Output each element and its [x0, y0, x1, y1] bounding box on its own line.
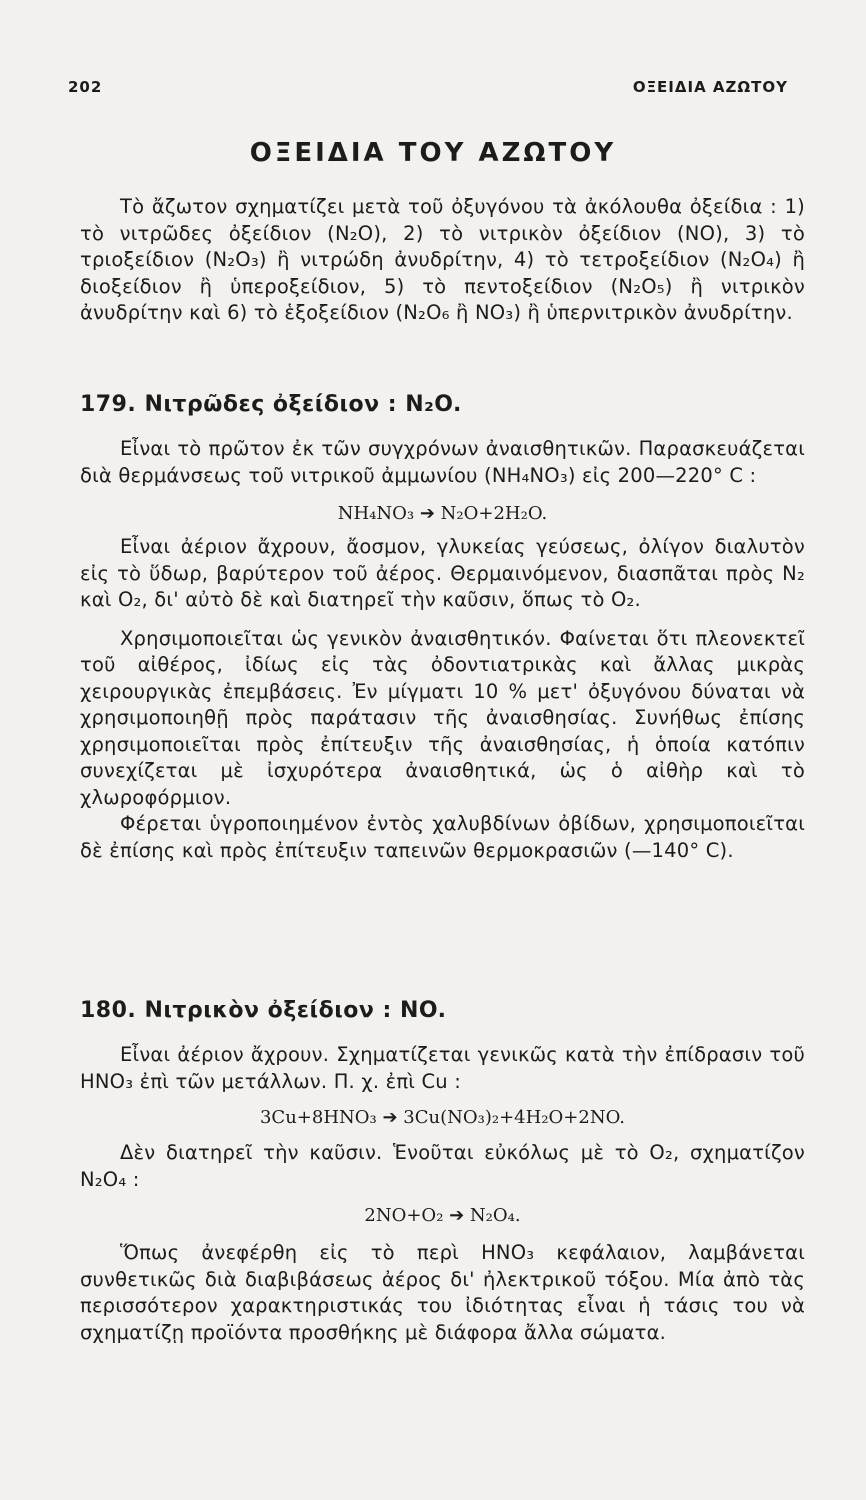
- section-179-paragraph-4: Φέρεται ὑγροποιημένον ἐντὸς χαλυβδίνων ὀβίδων, χρησιμοποιεῖται δὲ ἐπίσης καὶ πρὸς ἐπίτευξιν ταπεινῶν θερμοκρασιῶν (—140° C).: [80, 812, 805, 862]
- section-179-body: [80, 436, 805, 864]
- section-180-body: [80, 1042, 805, 1346]
- section-180-paragraph-1: Εἶναι ἀέριον ἄχρουν. Σχηματίζεται γενικῶς κατὰ τὴν ἐπίδρασιν τοῦ HNO₃ ἐπὶ τῶν μετάλλων. Π. χ. ἐπὶ Cu :: [80, 1043, 805, 1093]
- intro-block: [80, 194, 805, 327]
- section-179-paragraph-3: Χρησιμοποιεῖται ὡς γενικὸν ἀναισθητικόν. Φαίνεται ὅτι πλεονεκτεῖ τοῦ αἰθέρος, ἰδίως εἰς τὰς ὀδοντιατρικὰς καὶ ἄλλας μικρὰς χειρουργικὰς ἐπεμβάσεις. Ἐν μίγματι 10 % μετ' ὀξυγόνου δύναται νὰ χρησιμοποιηθῇ πρὸς παράτασιν τῆς ἀναισθησίας. Συνήθως ἐπίσης χρησιμοποιεῖται πρὸς ἐπίτευξιν τῆς ἀναισθησίας, ἡ ὁποία κατόπιν συνεχίζεται μὲ ἰσχυρότερα ἀναισθητικά, ὡς ὁ αἰθὴρ καὶ τὸ χλωροφόρμιον.: [80, 626, 805, 809]
- running-title: ΟΞΕΙΔΙΑ ΑΖΩΤΟΥ: [632, 78, 788, 96]
- chapter-title: ΟΞΕΙΔΙΑ ΤΟΥ ΑΖΩΤΟΥ: [249, 138, 617, 168]
- section-179-heading: 179. Νιτρῶδες ὀξείδιον : N₂O.: [80, 392, 462, 417]
- intro-paragraph: Τὸ ἄζωτον σχηματίζει μετὰ τοῦ ὀξυγόνου τὰ ἀκόλουθα ὀξείδια : 1) τὸ νιτρῶδες ὀξείδιον (N₂O), 2) τὸ νιτρικὸν ὀξείδιον (NO), 3) τὸ τριοξείδιον (N₂O₃) ἢ νιτρώδη ἀνυδρίτην, 4) τὸ τετροξείδιον (N₂O₄) ἢ διοξείδιον ἢ ὑπεροξείδιον, 5) τὸ πεντοξείδιον (N₂O₅) ἢ νιτρικὸν ἀνυδρίτην καὶ 6) τὸ ἑξοξείδιον (N₂O₆ ἢ NO₃) ἢ ὑπερνιτρικὸν ἀνυδρίτην.: [80, 195, 805, 324]
- section-180: [80, 998, 805, 1023]
- running-header: [68, 78, 788, 96]
- section-180-formula-2: 2NO+O₂ ➔ N₂O₄.: [364, 1205, 521, 1226]
- section-179-paragraph-2: Εἶναι ἀέριον ἄχρουν, ἄοσμον, γλυκείας γεύσεως, ὀλίγον διαλυτὸν εἰς τὸ ὕδωρ, βαρύτερον τοῦ ἀέρος. Θερμαινόμενον, διασπᾶται πρὸς N₂ καὶ O₂, δι' αὐτὸ δὲ καὶ διατηρεῖ τὴν καῦσιν, ὅπως τὸ O₂.: [80, 535, 805, 611]
- section-180-paragraph-2: Δὲν διατηρεῖ τὴν καῦσιν. Ἑνοῦται εὐκόλως μὲ τὸ O₂, σχηματίζον N₂O₄ :: [80, 1141, 805, 1191]
- section-179: [80, 392, 805, 417]
- section-179-paragraph-1: Εἶναι τὸ πρῶτον ἐκ τῶν συγχρόνων ἀναισθητικῶν. Παρασκευάζεται διὰ θερμάνσεως τοῦ νιτρικοῦ ἀμμωνίου (NH₄NO₃) εἰς 200—220° C :: [80, 437, 805, 487]
- section-180-heading: 180. Νιτρικὸν ὀξείδιον : NO.: [80, 998, 447, 1023]
- page-number: 202: [68, 78, 103, 96]
- section-179-formula: NH₄NO₃ ➔ N₂O+2H₂O.: [337, 503, 548, 524]
- section-180-paragraph-3: Ὅπως ἀνεφέρθη εἰς τὸ περὶ HNO₃ κεφάλαιον, λαμβάνεται συνθετικῶς διὰ διαβιβάσεως ἀέρος δι' ἠλεκτρικοῦ τόξου. Μία ἀπὸ τὰς περισσότερον χαρακτηριστικάς του ἰδιότητας εἶναι ἡ τάσις του νὰ σχηματίζῃ προϊόντα προσθήκης μὲ διάφορα ἄλλα σώματα.: [80, 1241, 805, 1344]
- section-180-formula-1: 3Cu+8HNO₃ ➔ 3Cu(NO₃)₂+4H₂O+2NO.: [259, 1107, 625, 1128]
